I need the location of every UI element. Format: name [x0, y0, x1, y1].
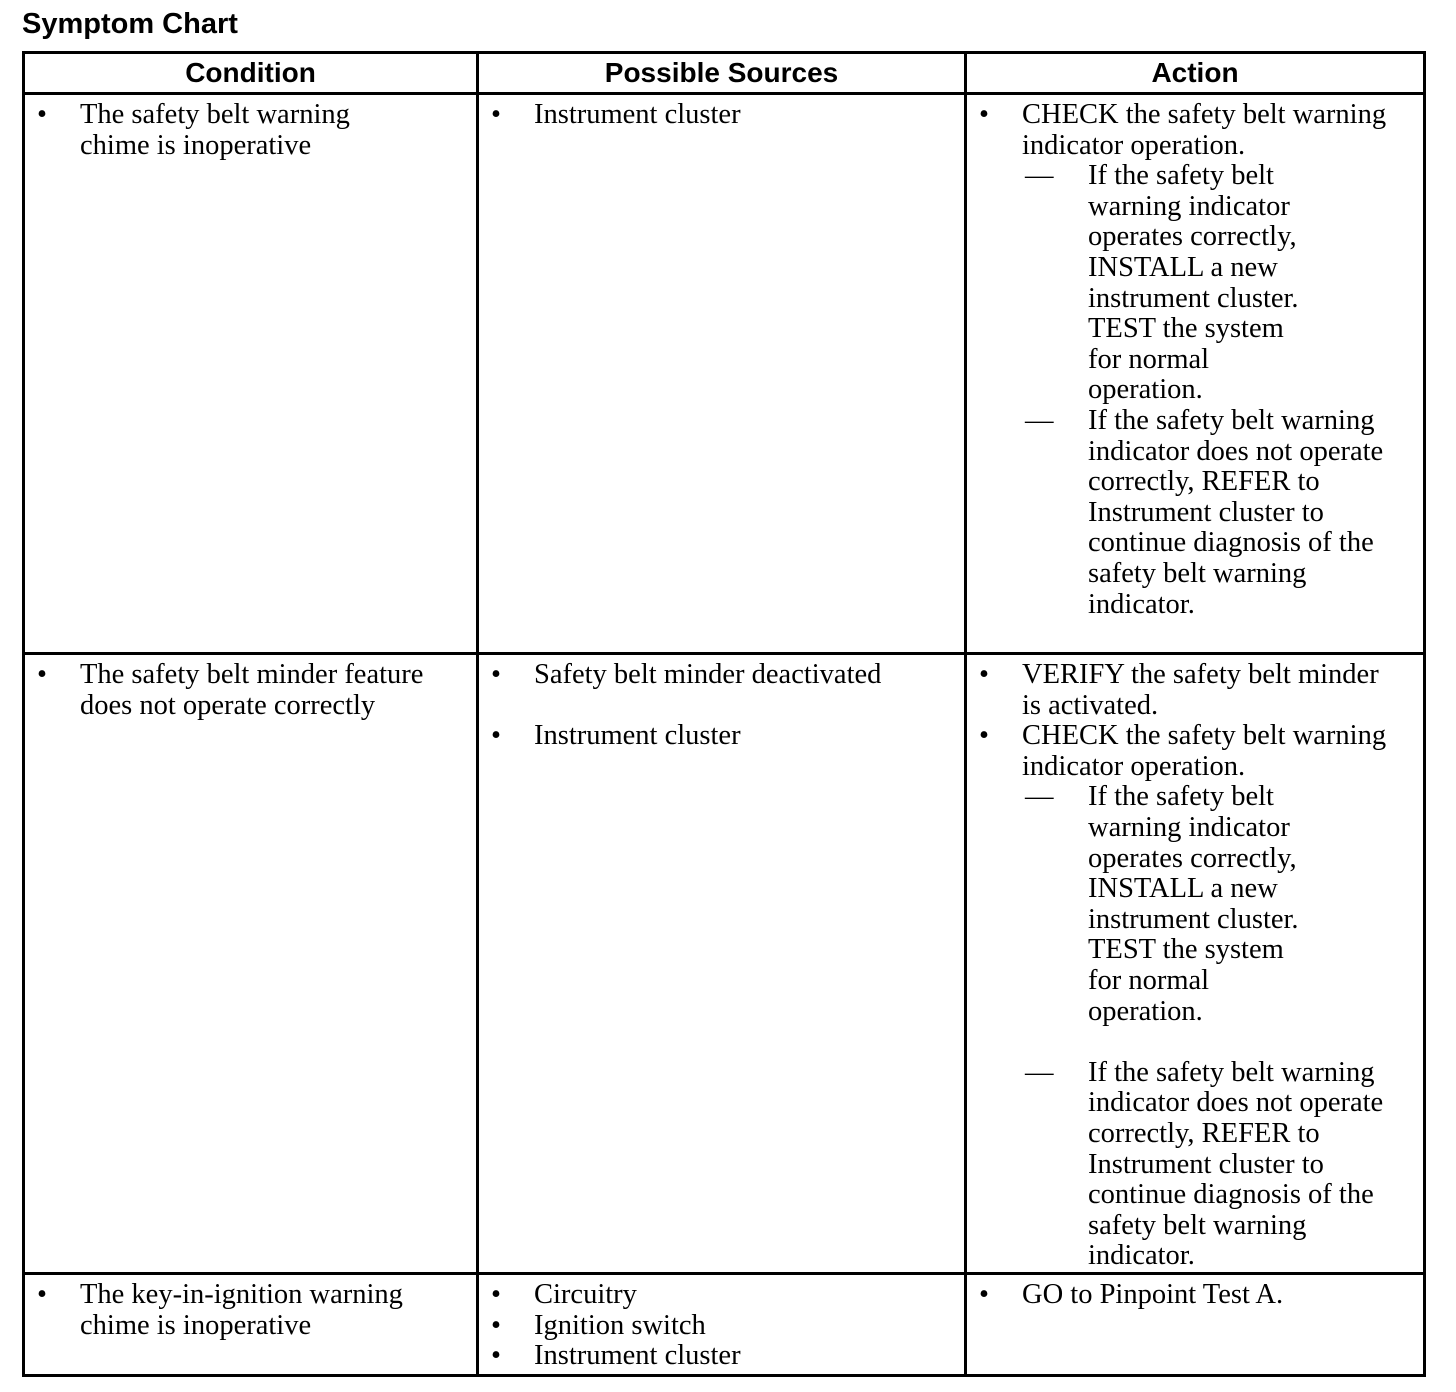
- action-item: • CHECK the safety belt warning indicator operation.: [967, 721, 1400, 782]
- header-possible-sources: Possible Sources: [478, 53, 966, 94]
- action-cell: [966, 94, 1425, 654]
- condition-cell: [24, 94, 478, 654]
- action-item: • CHECK the safety belt warning indicator operation.: [967, 100, 1400, 161]
- action-cell: [966, 1274, 1425, 1376]
- sources-cell: [478, 94, 966, 654]
- source-item: • Instrument cluster: [479, 721, 964, 752]
- table-row: [24, 654, 1425, 1274]
- symptom-chart-table: [22, 51, 1426, 1377]
- page-title: Symptom Chart: [22, 8, 238, 40]
- condition-text: • The key-in-ignition warning chime is inoperative: [25, 1280, 458, 1341]
- source-item: • Circuitry: [479, 1280, 964, 1311]
- header-condition: Condition: [24, 53, 478, 94]
- action-sub-item: — If the safety belt warning indicator does not operate correctly, REFER to Instrument cluster to continue diagnosis of the safety belt warning indicator.: [967, 406, 1396, 620]
- action-item: • GO to Pinpoint Test A.: [967, 1280, 1423, 1311]
- action-sub-item: — If the safety belt warning indicator does not operate correctly, REFER to Instrument cluster to continue diagnosis of the safety belt warning indicator.: [967, 1058, 1396, 1272]
- condition-cell: [24, 1274, 478, 1376]
- sources-cell: [478, 1274, 966, 1376]
- condition-cell: [24, 654, 478, 1274]
- action-item: • VERIFY the safety belt minder is activated.: [967, 660, 1400, 721]
- header-action: Action: [966, 53, 1425, 94]
- table-row: [24, 94, 1425, 654]
- action-sub-item: — If the safety belt warning indicator operates correctly, INSTALL a new instrument cluster. TEST the system for normal operation.: [967, 161, 1324, 406]
- source-item: • Ignition switch: [479, 1311, 964, 1342]
- action-cell: [966, 654, 1425, 1274]
- source-item: • Instrument cluster: [479, 100, 964, 131]
- source-item: • Safety belt minder deactivated: [479, 660, 964, 691]
- action-sub-item: — If the safety belt warning indicator operates correctly, INSTALL a new instrument cluster. TEST the system for normal operation.: [967, 782, 1324, 1027]
- sources-cell: [478, 654, 966, 1274]
- condition-text: • The safety belt minder feature does not operate correctly: [25, 660, 478, 721]
- table-row: [24, 1274, 1425, 1376]
- condition-text: • The safety belt warning chime is inoperative: [25, 100, 418, 161]
- source-item: • Instrument cluster: [479, 1341, 964, 1372]
- table-header-row: [24, 53, 1425, 94]
